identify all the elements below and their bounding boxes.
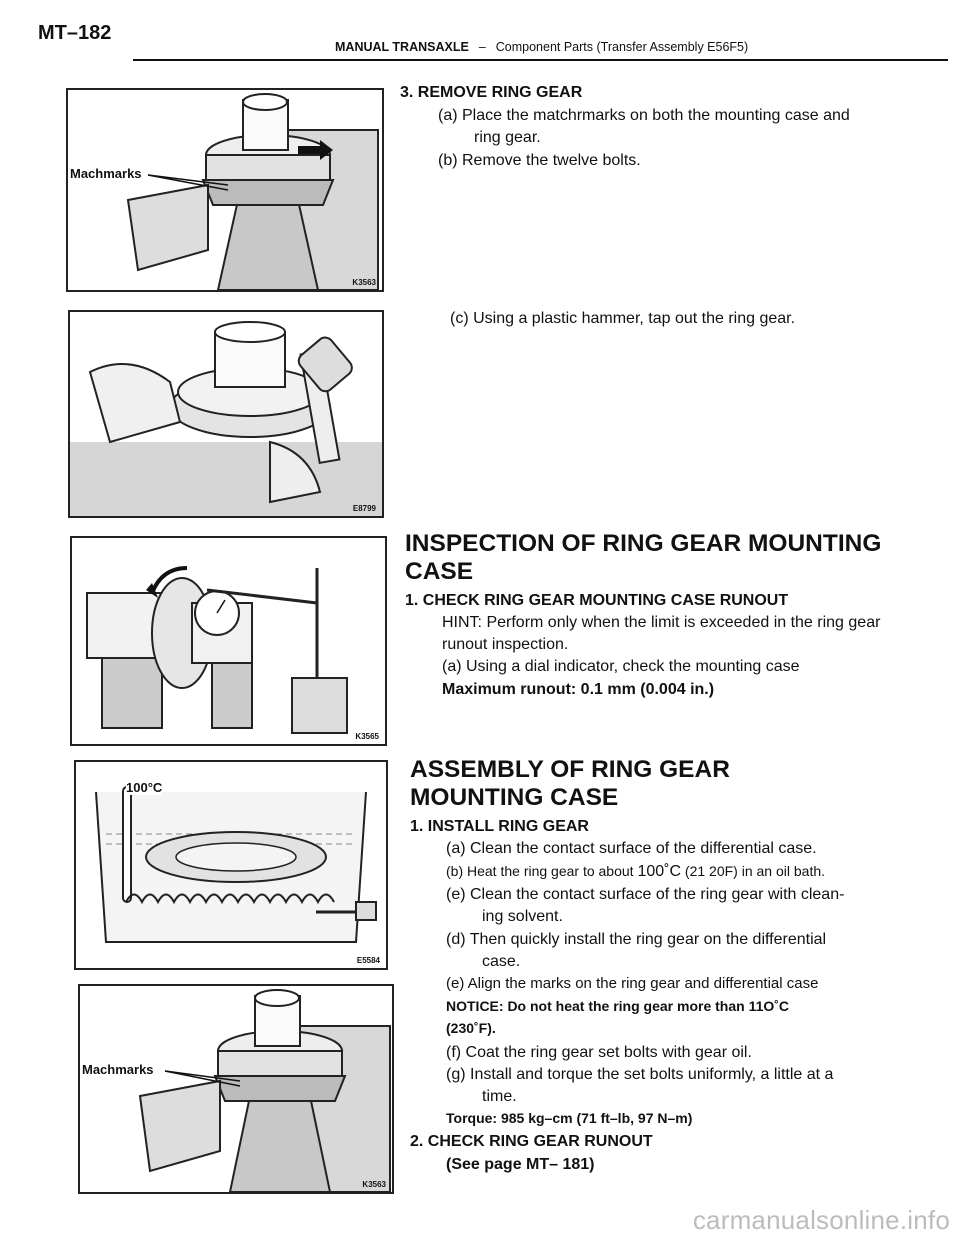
section-title-line1: ASSEMBLY OF RING GEAR [410, 756, 730, 783]
figure-plastic-hammer [68, 310, 384, 518]
instruction-coat-bolts: (f) Coat the ring gear set bolts with gear oil. [446, 1044, 752, 1061]
instruction-heat-ring-gear [446, 861, 825, 882]
figure-oil-bath [74, 760, 388, 970]
figure-code: K3563 [352, 278, 376, 287]
ring-gear-in-oil-bath-heater-icon [76, 762, 386, 968]
figure-callout-machmarks: Machmarks [70, 166, 142, 181]
instruction-b: (b) Remove the twelve bolts. [438, 152, 641, 169]
dial-indicator-on-mounting-case-icon [72, 538, 385, 744]
torque-spec: Torque: 985 kg–cm (71 ft–lb, 97 N–m) [446, 1110, 693, 1126]
running-header [335, 40, 748, 54]
figure-callout-temperature: 100°C [126, 780, 163, 795]
figure-ring-gear-vise-2 [78, 984, 394, 1194]
section-title-line1: INSPECTION OF RING GEAR MOUNTING [405, 530, 882, 557]
instruction-clean-solvent-line2: ing solvent. [482, 908, 563, 925]
section-title-inspection [405, 530, 881, 586]
section-title-line2: MOUNTING CASE [410, 784, 619, 812]
instruction-clean-contact: (a) Clean the contact surface of the differential case. [446, 840, 817, 857]
hint-line1: HINT: Perform only when the limit is exceeded in the ring gear [442, 614, 881, 631]
instruction-a-line2: ring gear. [474, 129, 541, 146]
step-remove-ring-gear: 3. REMOVE RING GEAR [400, 84, 583, 101]
hint-line2: runout inspection. [442, 636, 569, 653]
figure-code: E5584 [356, 956, 380, 965]
instruction-install-line2: case. [482, 953, 521, 970]
ring-gear-in-vise-arrow-icon [68, 90, 382, 290]
step-install-ring-gear: 1. INSTALL RING GEAR [410, 818, 589, 835]
header-subsection: Component Parts (Transfer Assembly E56F5) [495, 40, 749, 54]
watermark: carmanualsonline.info [692, 1205, 950, 1235]
header-section: MANUAL TRANSAXLE [335, 40, 469, 54]
instruction-c: (c) Using a plastic hammer, tap out the ring gear. [450, 310, 796, 327]
instruction-clean-solvent-line1: (e) Clean the contact surface of the ring gear with clean- [446, 886, 845, 903]
heat-temperature: 100˚C [637, 863, 682, 880]
plastic-hammer-tapping-ring-gear-icon [70, 312, 382, 516]
header-rule [133, 59, 948, 61]
ring-gear-in-vise-marks-icon [80, 986, 392, 1192]
figure-code: K3563 [362, 1180, 386, 1189]
see-page-reference: (See page MT– 181) [446, 1156, 595, 1173]
instruction-torque-line2: time. [482, 1088, 517, 1105]
instruction-dial-indicator: (a) Using a dial indicator, check the mounting case [442, 658, 800, 675]
heat-text-pre: (b) Heat the ring gear to about [446, 863, 638, 879]
section-title-assembly [410, 756, 730, 812]
figure-ring-gear-vise [66, 88, 384, 292]
heat-text-post: (21 20F) in an oil bath. [681, 863, 826, 879]
instruction-install-line1: (d) Then quickly install the ring gear on the differential [446, 931, 827, 948]
figure-dial-indicator [70, 536, 387, 746]
page-number: MT–182 [38, 22, 112, 44]
instruction-torque-line1: (g) Install and torque the set bolts uniformly, a little at a [446, 1066, 834, 1083]
section-title-line2: CASE [405, 558, 474, 586]
maximum-runout-spec: Maximum runout: 0.1 mm (0.004 in.) [442, 681, 715, 698]
figure-callout-machmarks: Machmarks [82, 1062, 154, 1077]
figure-code: K3565 [355, 732, 379, 741]
step-check-ring-gear-runout: 2. CHECK RING GEAR RUNOUT [410, 1133, 653, 1150]
notice-line2: (230˚F). [446, 1020, 496, 1036]
figure-code: E8799 [352, 504, 376, 513]
notice-line1: NOTICE: Do not heat the ring gear more than 11O˚C [446, 998, 790, 1014]
instruction-align-marks: (e) Align the marks on the ring gear and differential case [446, 975, 819, 992]
step-check-runout: 1. CHECK RING GEAR MOUNTING CASE RUNOUT [405, 592, 789, 609]
header-separator: – [478, 40, 486, 54]
instruction-a-line1: (a) Place the matchrmarks on both the mounting case and [438, 107, 850, 124]
